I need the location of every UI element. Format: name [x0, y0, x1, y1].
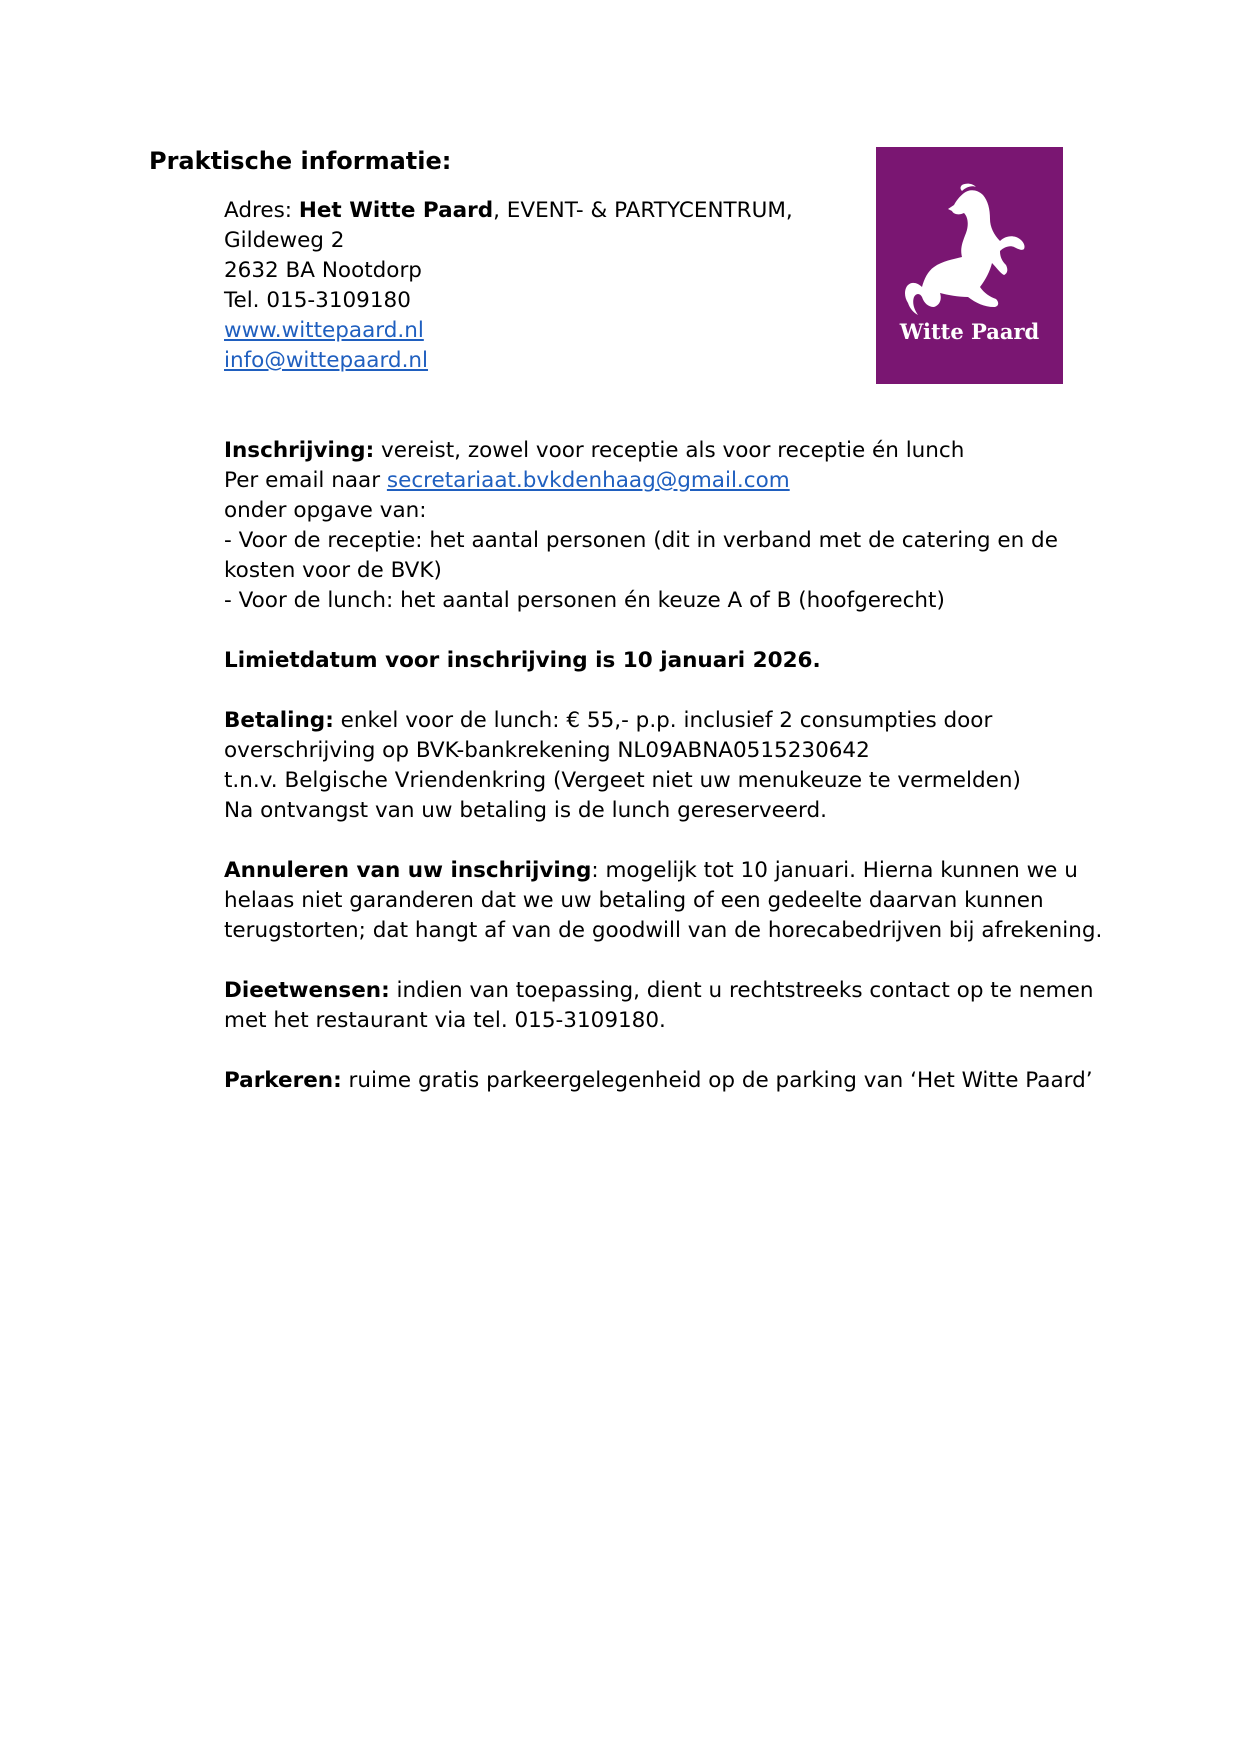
- payment-label: Betaling:: [224, 708, 334, 733]
- venue-name: Het Witte Paard: [298, 198, 494, 223]
- address-block: [224, 196, 864, 376]
- website-link[interactable]: www.wittepaard.nl: [224, 318, 424, 343]
- registration-item-reception: - Voor de receptie: het aantal personen (dit in verband met de catering en de kosten voor de BVK): [224, 528, 1058, 583]
- payment-line2: t.n.v. Belgische Vriendenkring (Vergeet niet uw menukeuze te vermelden): [224, 768, 1021, 793]
- address-label: Adres:: [224, 198, 299, 223]
- payment-line1: enkel voor de lunch: € 55,- p.p. inclusief 2 consumpties door overschrijving op BVK-bankrekening NL09ABNA0515230642: [224, 708, 993, 763]
- logo-text: Witte Paard: [899, 319, 1040, 344]
- payment-line3: Na ontvangst van uw betaling is de lunch gereserveerd.: [224, 798, 827, 823]
- diet-label: Dieetwensen:: [224, 978, 390, 1003]
- parking-label: Parkeren:: [224, 1068, 342, 1093]
- document-body: [224, 196, 1104, 1126]
- registration-specify: onder opgave van:: [224, 498, 427, 523]
- venue-suffix: , EVENT- & PARTYCENTRUM,: [493, 198, 793, 223]
- registration-email-prefix: Per email naar: [224, 468, 387, 493]
- cancellation-text: : mogelijk tot 10 januari. Hierna kunnen we u helaas niet garanderen dat we uw betaling of een gedeelte daarvan kunnen terugstorten; dat hangt af van de goodwill van de horecabedrijven bij afrekening.: [224, 858, 1103, 943]
- address-street: Gildeweg 2: [224, 228, 345, 253]
- page-title: Praktische informatie:: [149, 147, 452, 175]
- cancellation-label: Annuleren van uw inschrijving: [224, 858, 592, 883]
- registration-text: vereist, zowel voor receptie als voor receptie én lunch: [374, 438, 965, 463]
- registration-item-lunch: - Voor de lunch: het aantal personen én keuze A of B (hoofgerecht): [224, 588, 945, 613]
- payment-section: [224, 706, 1104, 826]
- diet-text: indien van toepassing, dient u rechtstreeks contact op te nemen met het restaurant via tel. 015-3109180.: [224, 978, 1094, 1033]
- registration-label: Inschrijving:: [224, 438, 375, 463]
- venue-email-link[interactable]: info@wittepaard.nl: [224, 348, 429, 373]
- cancellation-section: [224, 856, 1104, 946]
- diet-section: [224, 976, 1104, 1036]
- registration-email-link[interactable]: secretariaat.bvkdenhaag@gmail.com: [386, 468, 790, 493]
- registration-section: [224, 436, 1104, 616]
- address-city: 2632 BA Nootdorp: [224, 258, 422, 283]
- parking-section: [224, 1066, 1104, 1096]
- deadline-notice: Limietdatum voor inschrijving is 10 januari 2026.: [224, 648, 821, 673]
- address-phone: Tel. 015-3109180: [224, 288, 411, 313]
- parking-text: ruime gratis parkeergelegenheid op de parking van ‘Het Witte Paard’: [341, 1068, 1093, 1093]
